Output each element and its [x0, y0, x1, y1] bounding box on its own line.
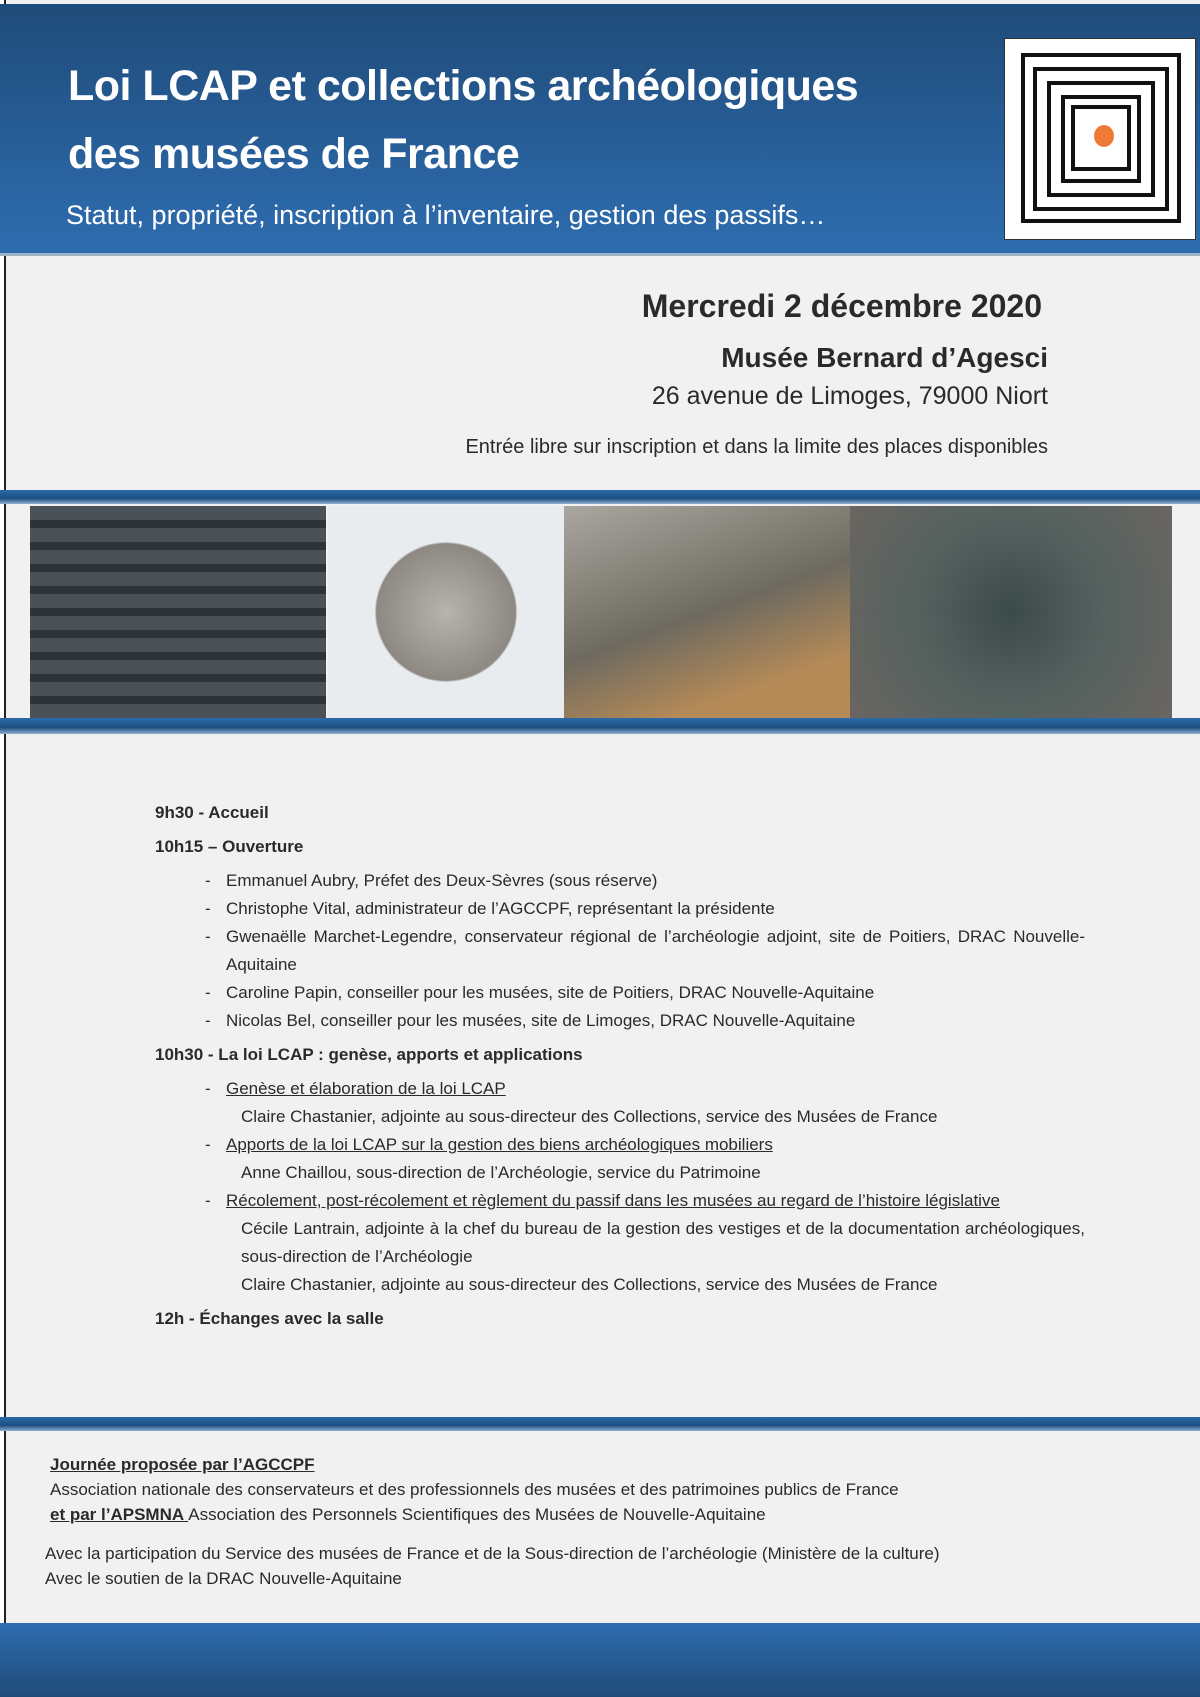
- program-heading: 10h15 – Ouverture: [155, 837, 304, 856]
- event-entry: Entrée libre sur inscription et dans la limite des places disponibles: [465, 436, 1048, 458]
- program-heading: 10h30 - La loi LCAP : genèse, apports et applications: [155, 1045, 583, 1064]
- coin-photo: [328, 506, 564, 718]
- page-title: [68, 52, 858, 188]
- list-item: - Nicolas Bel, conseiller pour les musées, site de Limoges, DRAC Nouvelle-Aquitaine: [205, 1007, 1085, 1035]
- archaeologist-photo: [564, 506, 850, 718]
- logo-icon: [1004, 38, 1196, 240]
- and-by: et par l’APSMNA: [50, 1505, 189, 1524]
- talk-title: - Récolement, post-récolement et règlement du passif dans les musées au regard de l’histoire législative: [205, 1187, 1085, 1215]
- title-line: Loi LCAP et collections archéologiques: [68, 62, 859, 110]
- opening-speakers: [205, 867, 1085, 1035]
- footer-credits: [45, 1452, 940, 1591]
- agccpf-description: Association nationale des conservateurs et des professionnels des musées et des patrimoines publics de France: [50, 1480, 899, 1499]
- program-heading: 12h - Échanges avec la salle: [155, 1309, 384, 1328]
- divider-bar: [0, 718, 1200, 734]
- program: [155, 795, 1085, 1339]
- participation: Avec la participation du Service des musées de France et de la Sous-direction de l’archéologie (Ministère de la culture): [45, 1544, 940, 1563]
- storage-shelves-photo: [30, 506, 326, 718]
- title-line: des musées de France: [68, 130, 520, 178]
- footer-bar: [0, 1623, 1200, 1697]
- talk-title: - Genèse et élaboration de la loi LCAP: [205, 1075, 1085, 1103]
- list-item: - Emmanuel Aubry, Préfet des Deux-Sèvres (sous réserve): [205, 867, 1085, 895]
- proposed-by: Journée proposée par l’AGCCPF: [50, 1455, 315, 1474]
- talk-speaker: Claire Chastanier, adjointe au sous-directeur des Collections, service des Musées de France: [241, 1275, 938, 1294]
- talk-title: - Apports de la loi LCAP sur la gestion des biens archéologiques mobiliers: [205, 1131, 1085, 1159]
- bronze-objects-photo: [850, 506, 1172, 718]
- list-item: - Caroline Papin, conseiller pour les musées, site de Poitiers, DRAC Nouvelle-Aquitaine: [205, 979, 1085, 1007]
- list-item: - Christophe Vital, administrateur de l’AGCCPF, représentant la présidente: [205, 895, 1085, 923]
- program-heading: 9h30 - Accueil: [155, 803, 269, 822]
- talk-speaker: Cécile Lantrain, adjointe à la chef du bureau de la gestion des vestiges et de la documentation archéologiques, sous-direction de l’Archéologie: [241, 1219, 1085, 1266]
- talks: [205, 1075, 1085, 1299]
- event-address: 26 avenue de Limoges, 79000 Niort: [651, 382, 1048, 410]
- event-date: Mercredi 2 décembre 2020: [641, 288, 1042, 324]
- talk-speaker: Claire Chastanier, adjointe au sous-directeur des Collections, service des Musées de France: [241, 1107, 938, 1126]
- support: Avec le soutien de la DRAC Nouvelle-Aquitaine: [45, 1569, 402, 1588]
- event-venue: Musée Bernard d’Agesci: [721, 342, 1048, 373]
- talk-speaker: Anne Chaillou, sous-direction de l’Archéologie, service du Patrimoine: [241, 1163, 761, 1182]
- divider-bar: [0, 490, 1200, 504]
- apsmna-description: Association des Personnels Scientifiques des Musées de Nouvelle-Aquitaine: [188, 1505, 766, 1524]
- divider-bar: [0, 1417, 1200, 1431]
- subtitle: Statut, propriété, inscription à l’inventaire, gestion des passifs…: [66, 200, 826, 230]
- list-item: - Gwenaëlle Marchet-Legendre, conservateur régional de l’archéologie adjoint, site de Poitiers, DRAC Nouvelle-Aquitaine: [205, 923, 1085, 979]
- header-banner: [0, 4, 1200, 256]
